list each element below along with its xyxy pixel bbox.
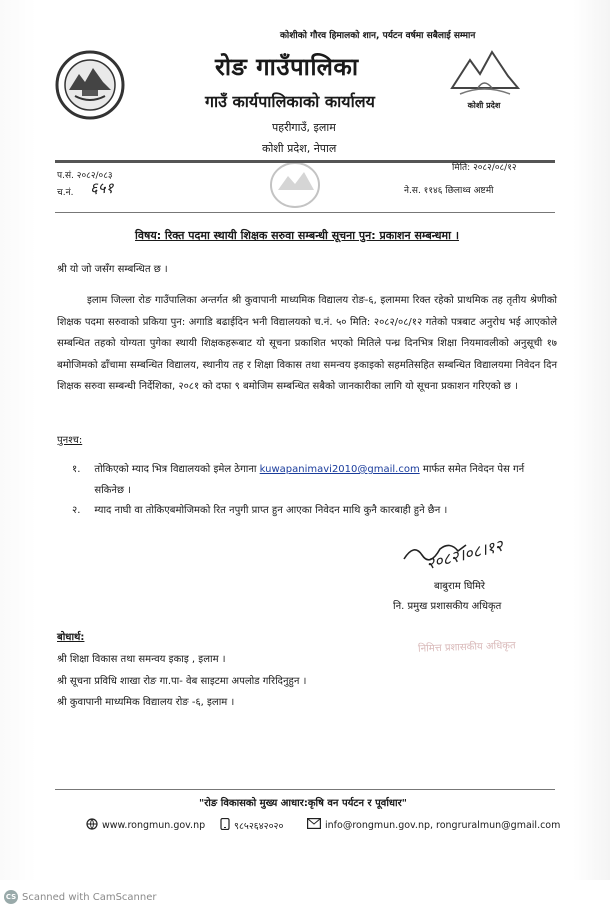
school-email-link[interactable]: kuwapanimavi2010@gmail.com [259,464,420,475]
globe-icon [86,818,98,833]
reference-number: प.सं. २०८२/०८३ [57,171,113,181]
header-tagline: कोशीको गौरव हिमालको शान, पर्यटन वर्षमा सबैलाई सम्मान [280,31,476,41]
scanner-watermark [4,890,157,904]
cc-heading: बोधार्थ: [57,632,85,643]
dispatch-number-value: ६५१ [90,179,114,197]
dispatch-number-label: च.नं. [57,188,74,198]
item-text [94,459,542,501]
item-number: १. [72,464,81,475]
signature-date: २०८२।०८।१२ [423,535,505,574]
official-stamp: निमित्त प्रशासकीय अधिकृत [417,640,516,655]
website-link[interactable]: www.rongmun.gov.np [102,820,206,831]
letter-date: मिति: २०८२/०८/१२ [452,163,517,173]
item-text: म्याद नाघी वा तोकिएबमोजिमको रित नपुगी प्राप्त हुन आएका निवेदन माथि कुनै कारबाही हुने छैन । [94,505,448,516]
footer-motto: "रोङ विकासको मुख्य आधार:कृषि वन पर्यटन र पूर्वाधार" [199,798,407,809]
cc-item: श्री सूचना प्रविधि शाखा रोङ गा.पा- वेब साइटमा अपलोड गरिदिनुहुन । [57,676,307,687]
signatory-title: नि. प्रमुख प्रशासकीय अधिकृत [393,601,502,612]
salutation: श्री यो जो जसँग सम्बन्धित छ । [57,264,168,275]
address-line-1: पहरीगाउँ, इलाम [272,121,336,134]
phone-icon [220,818,230,833]
postscript-heading: पुनश्च: [57,435,83,446]
letter-subject: विषय: रिक्त पदमा स्थायी शिक्षक सरुवा सम्बन्धी सूचना पुन: प्रकाशन सम्बन्धमा । [135,229,459,242]
envelope-icon [307,818,321,832]
cc-item: श्री शिक्षा विकास तथा समन्वय इकाइ , इलाम । [57,654,226,665]
postscript-item-2 [72,500,542,521]
postscript-item-1 [72,459,542,501]
signatory-name: बाबुराम घिमिरे [434,581,486,592]
scanner-text: Scanned with CamScanner [22,891,157,903]
faded-emblem-stamp [268,160,322,210]
address-line-2: कोशी प्रदेश, नेपाल [262,142,337,155]
note1-suffix: मार्फत समेत निवेदन पेस गर्न सकिनेछ । [94,464,525,496]
footer-website [86,818,205,833]
letter-body: इलाम जिल्ला रोङ गाउँपालिका अन्तर्गत श्री कुवापानी माध्यमिक विद्यालय रोङ-६, इलाममा रिक्त रहेको प्राथमिक तह तृतीय श्रेणीको शिक्षक पदमा सरुवाको प्रकिया पुन: अगाडि बढाईदिन भनी विद्यालयको च.नं. ५० मिति: २०८२/०८/१२ गतेको पत्रबाट अनुरोध भई आएकोले सम्बन्धित तहको योग्यता पुगेका स्थायी शिक्षकहरूबाट यो सूचना प्रकाशित भएको मितिले पन्ध्र दिनभित्र शिक्षा नियमावलीको अनुसूची १७ बमोजिमको ढाँचामा सम्बन्धित विद्यालय, स्थानीय तह र शिक्षा विकास तथा समन्वय इकाइको सहमतिसहित सम्बन्धित विद्यालयमा निवेदन दिन शिक्षक सरुवा सम्बन्धी निर्देशिका, २०८१ को दफा ९ बमोजिम सम्बन्धित सबैको जानकारीका लागि यो सूचना प्रकाशन गरिएको छ । [57,295,557,392]
email-addresses[interactable]: info@rongmun.gov.np, rongruralmun@gmail.com [325,819,561,831]
koshi-province-logo [448,44,520,114]
logo-caption: कोशी प्रदेश [467,101,501,110]
subject-divider [55,212,555,213]
note1-prefix: तोकिएको म्याद भित्र विद्यालयको इमेल ठेगाना [94,464,257,475]
item-number: २. [72,505,81,516]
nepal-sambat-date: ने.स. ११४६ छिलाथ्व अष्टमी [404,186,494,196]
office-name: गाउँ कार्यपालिकाको कार्यालय [205,92,375,111]
phone-number[interactable]: ९८५२६४२०२० [234,821,284,832]
footer-email [307,818,560,832]
cc-item: श्री कुवापानी माध्यमिक विद्यालय रोङ -६, इलाम । [57,697,235,708]
footer-phone [220,818,283,833]
camscanner-icon: CS [4,890,18,904]
footer-divider [55,789,555,790]
nepal-emblem [55,50,125,120]
org-name: रोङ गाउँपालिका [215,53,359,81]
